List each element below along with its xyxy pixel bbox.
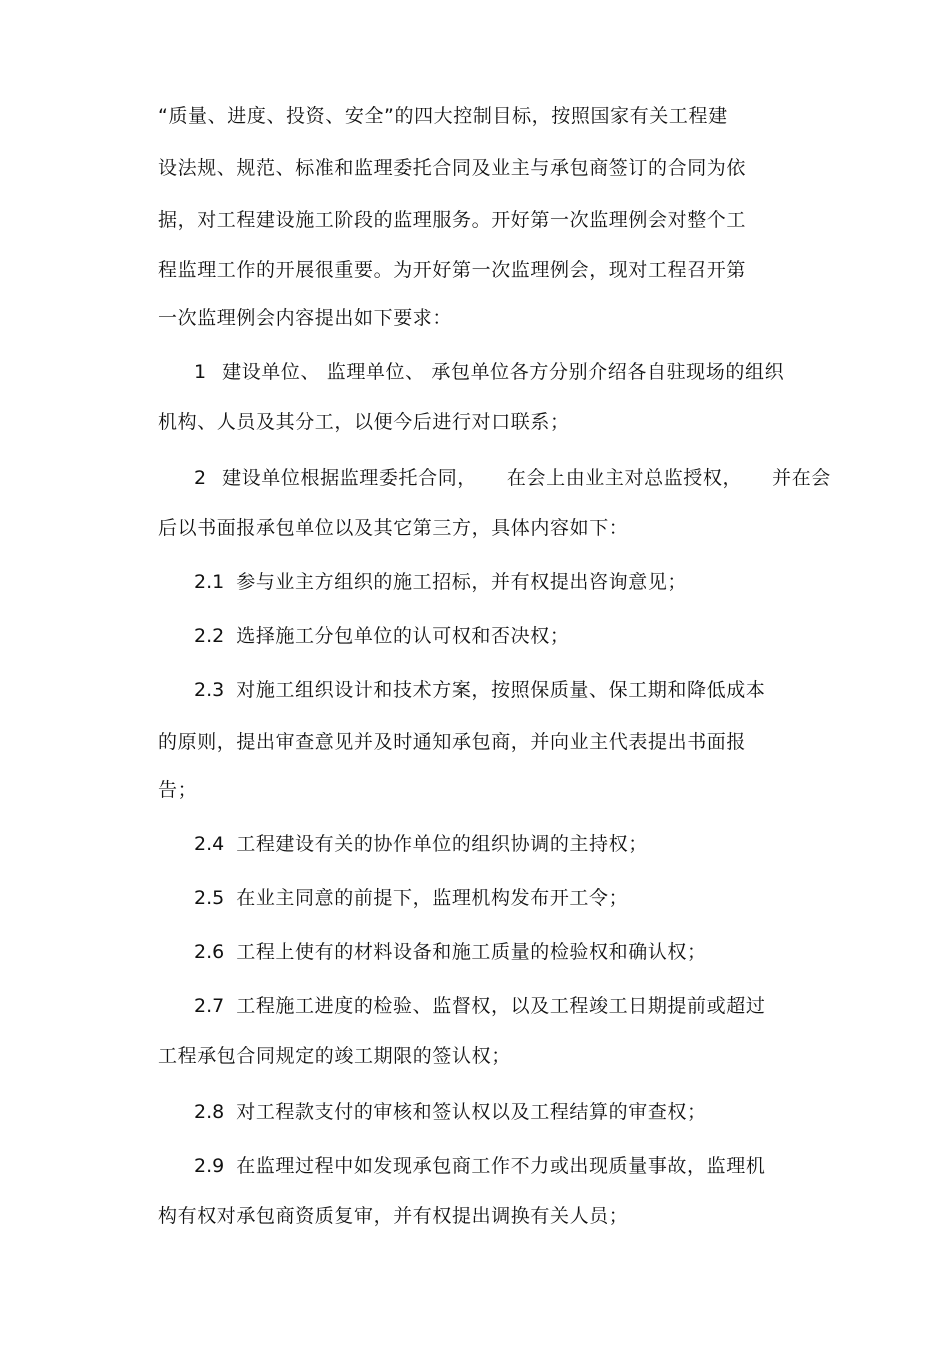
subitem-2-3	[194, 678, 765, 702]
item-text: 建设单位、 监理单位、 承包单位各方分别介绍各自驻现场的组织	[222, 361, 785, 383]
item-2	[194, 466, 831, 490]
item-number: 2	[194, 467, 207, 489]
subitem-text: 参与业主方组织的施工招标，并有权提出咨询意见；	[236, 571, 688, 593]
intro-line: “质量、进度、投资、安全”的四大控制目标，按照国家有关工程建	[158, 105, 728, 127]
subitem-number: 2.6	[194, 941, 225, 963]
subitem-text: 对施工组织设计和技术方案，按照保质量、保工期和降低成本	[236, 679, 766, 701]
subitem-number: 2.7	[194, 995, 225, 1017]
intro-line: 一次监理例会内容提出如下要求：	[158, 307, 453, 329]
subitem-2-3-continuation: 告；	[158, 779, 198, 801]
subitem-text: 工程建设有关的协作单位的组织协调的主持权；	[236, 833, 648, 855]
subitem-number: 2.2	[194, 625, 225, 647]
subitem-2-2	[194, 624, 569, 648]
subitem-number: 2.8	[194, 1101, 225, 1123]
subitem-2-4	[194, 832, 648, 856]
subitem-2-1	[194, 570, 687, 594]
subitem-text: 对工程款支付的审核和签认权以及工程结算的审查权；	[236, 1101, 707, 1123]
intro-line: 程监理工作的开展很重要。为开好第一次监理例会，现对工程召开第	[158, 259, 747, 281]
subitem-text: 工程上使有的材料设备和施工质量的检验权和确认权；	[236, 941, 707, 963]
subitem-text: 工程施工进度的检验、监督权，以及工程竣工日期提前或超过	[236, 995, 766, 1017]
subitem-2-9	[194, 1154, 765, 1178]
subitem-2-3-continuation: 的原则，提出审查意见并及时通知承包商，并向业主代表提出书面报	[158, 731, 747, 753]
item-text: 并在会	[772, 467, 831, 489]
item-text: 建设单位根据监理委托合同，	[222, 467, 477, 489]
subitem-2-7-continuation: 工程承包合同规定的竣工期限的签认权；	[158, 1045, 511, 1067]
subitem-text: 在监理过程中如发现承包商工作不力或出现质量事故，监理机	[236, 1155, 766, 1177]
item-2-continuation: 后以书面报承包单位以及其它第三方，具体内容如下：	[158, 517, 629, 539]
subitem-2-7	[194, 994, 765, 1018]
subitem-number: 2.4	[194, 833, 225, 855]
item-text: 在会上由业主对总监授权，	[506, 467, 743, 489]
subitem-number: 2.1	[194, 571, 225, 593]
subitem-number: 2.5	[194, 887, 225, 909]
subitem-2-5	[194, 886, 628, 910]
subitem-text: 在业主同意的前提下，监理机构发布开工令；	[236, 887, 629, 909]
subitem-2-9-continuation: 构有权对承包商资质复审，并有权提出调换有关人员；	[158, 1205, 629, 1227]
item-1-continuation: 机构、人员及其分工，以便今后进行对口联系；	[158, 411, 570, 433]
subitem-text: 选择施工分包单位的认可权和否决权；	[236, 625, 570, 647]
intro-line: 据，对工程建设施工阶段的监理服务。开好第一次监理例会对整个工	[158, 209, 747, 231]
item-number: 1	[194, 361, 207, 383]
subitem-2-6	[194, 940, 707, 964]
subitem-number: 2.9	[194, 1155, 225, 1177]
subitem-2-8	[194, 1100, 707, 1124]
intro-line: 设法规、规范、标准和监理委托合同及业主与承包商签订的合同为依	[158, 157, 747, 179]
subitem-number: 2.3	[194, 679, 225, 701]
item-1	[194, 360, 784, 384]
